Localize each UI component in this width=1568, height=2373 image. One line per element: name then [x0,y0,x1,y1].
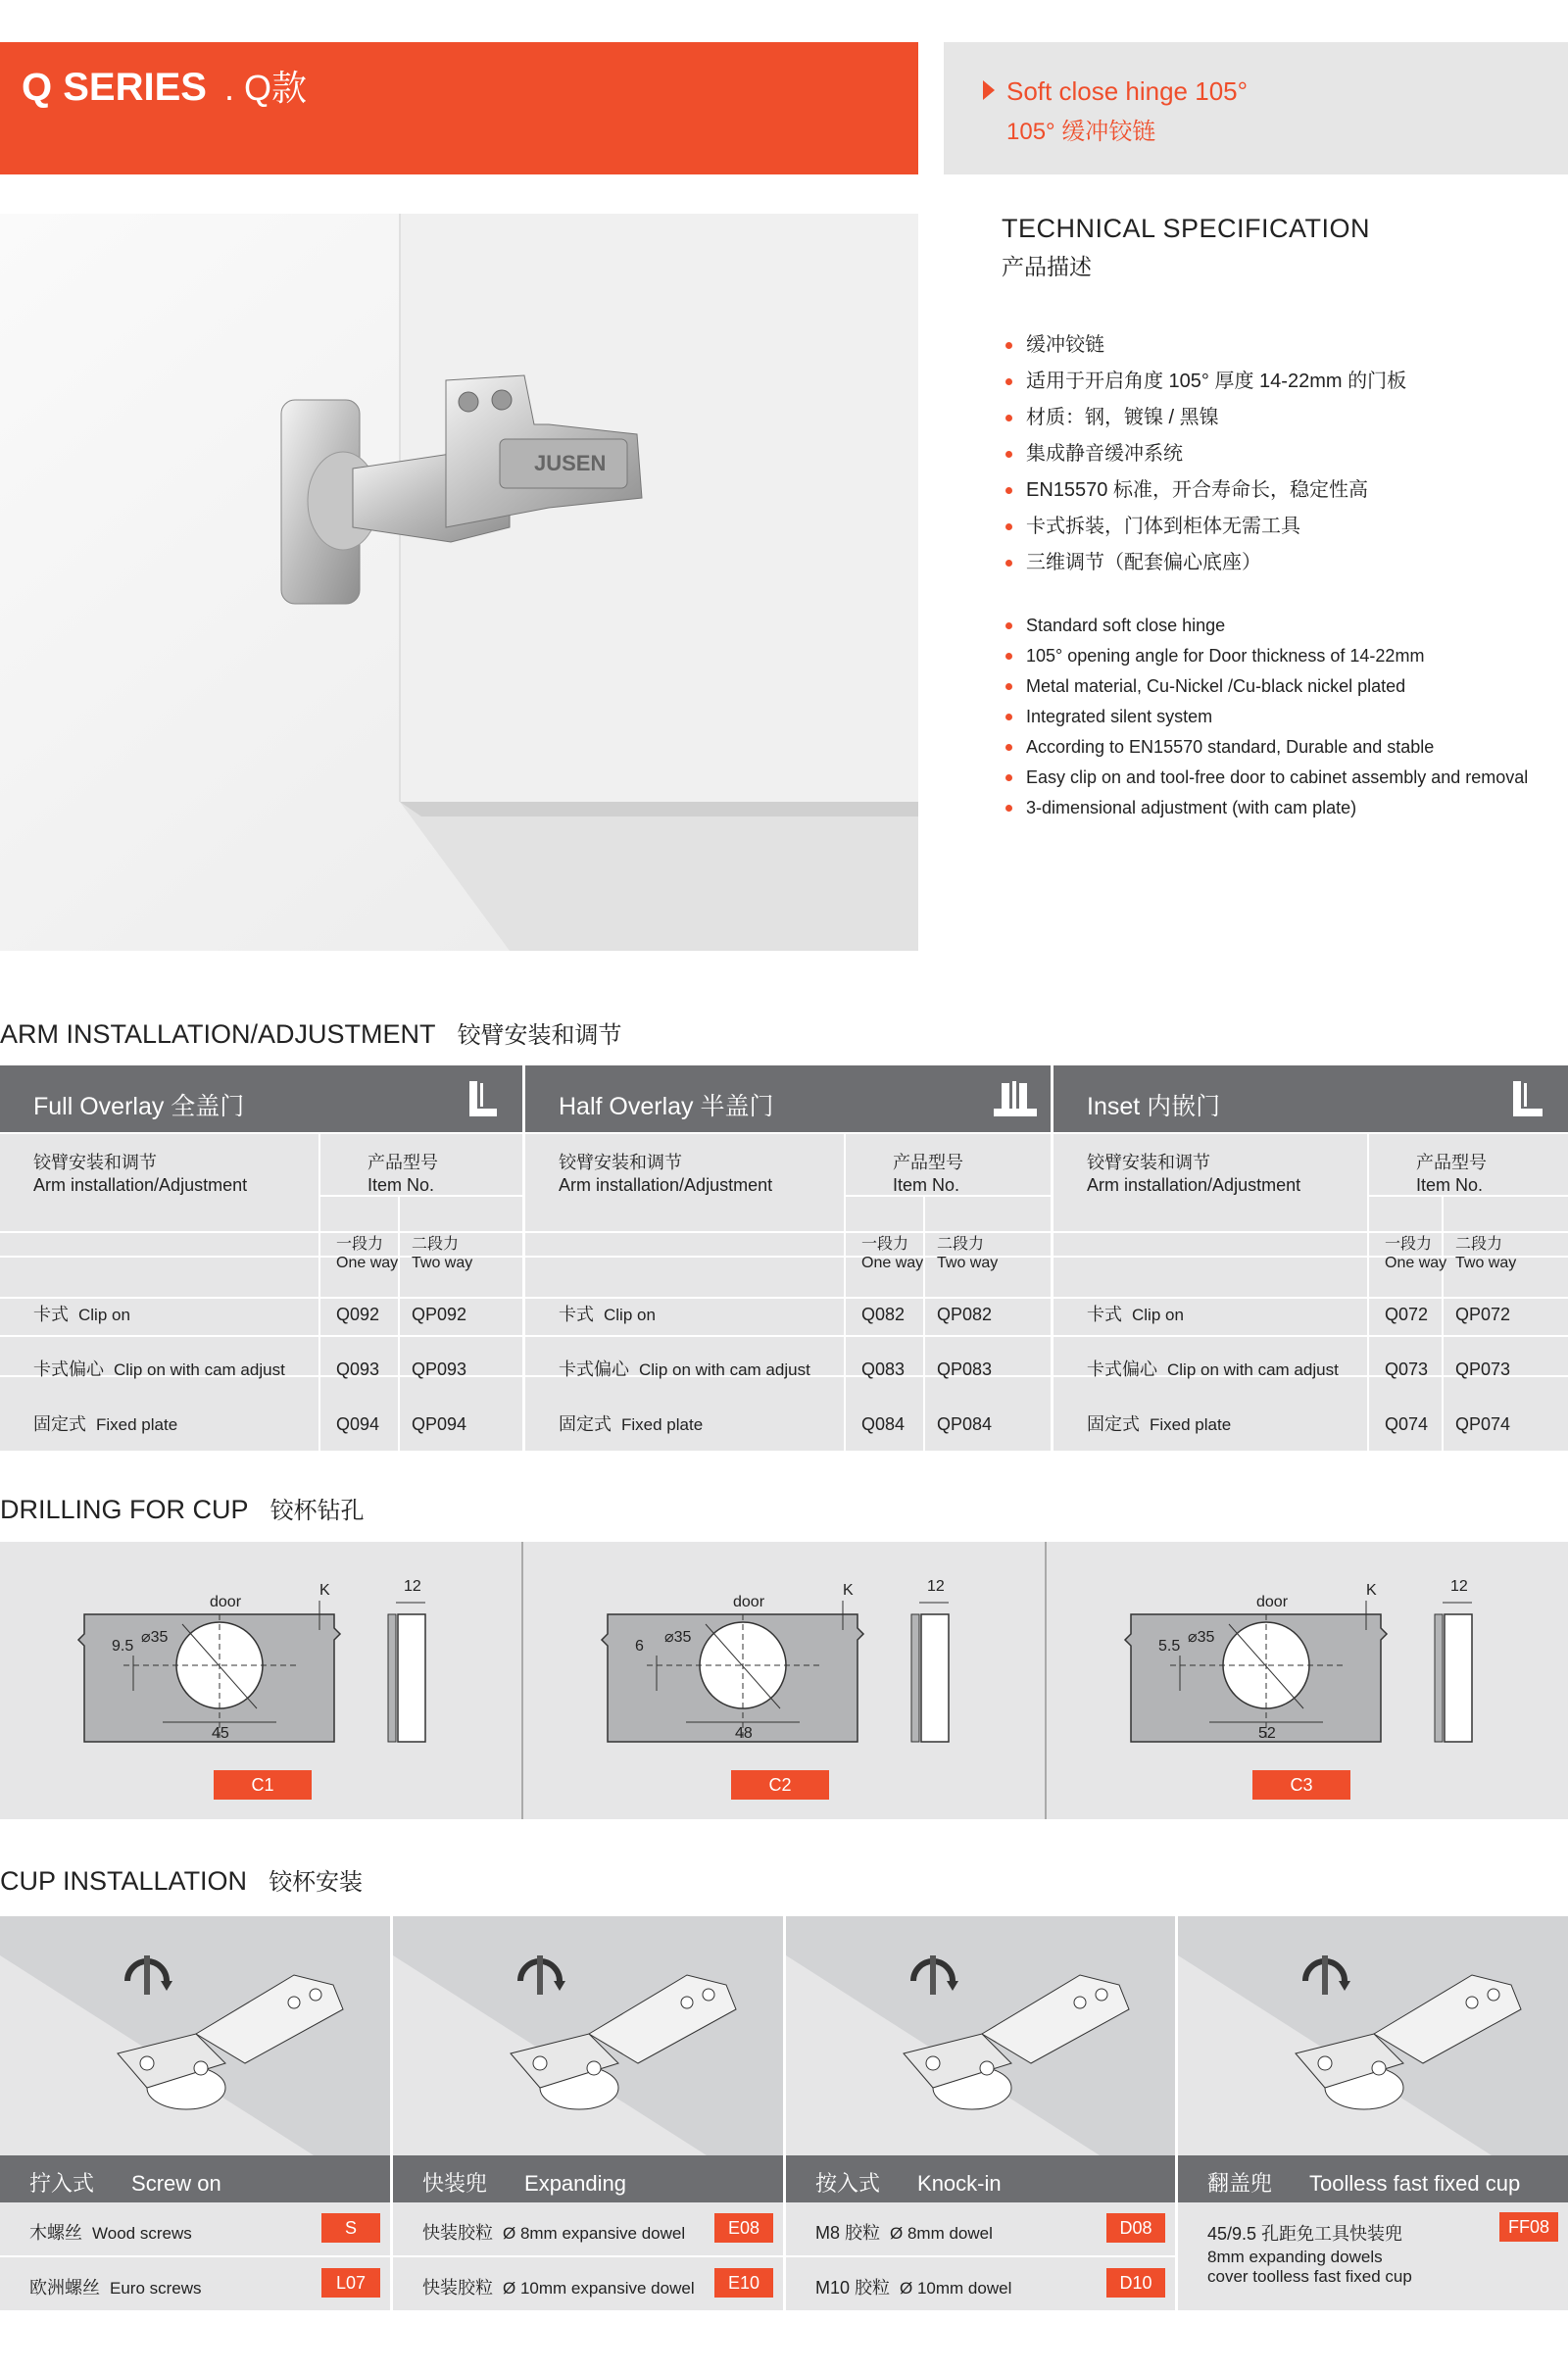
door-label: door [1256,1594,1289,1610]
door-edge [398,1614,425,1742]
panel-divider [522,1065,525,1451]
cup-option-row [786,2257,1175,2310]
item-col-header-en: Item No. [368,1175,435,1195]
item-one-way: Q093 [336,1360,380,1379]
cup-option-cn: 欧洲螺丝 [29,2278,100,2298]
cup-panel-knock-in [786,1916,1175,2310]
cup-panel-header [786,2155,1175,2202]
row-label-en: Clip on with cam adjust [114,1360,285,1379]
arm-table [0,1065,1568,1451]
door-edge-side [388,1614,396,1742]
item-two-way: QP074 [1455,1414,1511,1434]
arm-row-label [33,1413,177,1436]
cup-section-title: CUP INSTALLATION 铰杯安装 [0,1866,364,1896]
item-one-way: Q083 [861,1360,906,1379]
item-two-way: QP083 [937,1360,993,1379]
cup-method-cn: 快装兜 [422,2171,488,2196]
col-divider [844,1134,846,1451]
row-divider [1054,1335,1568,1337]
arm-row-label [1087,1413,1231,1436]
two-way-label-en: Two way [937,1255,999,1271]
item-two-way: QP084 [937,1414,993,1434]
list-item: 105° opening angle for Door thickness of 14-22mm [1002,644,1528,674]
row-label-cn: 卡式偏心 [33,1360,104,1379]
depth-label: 12 [927,1578,945,1595]
k-label: K [1366,1582,1377,1599]
panel-divider [1051,1065,1054,1451]
drilling-panel-c2 [523,1542,1045,1819]
list-item: Easy clip on and tool-free door to cabinet assembly and removal [1002,766,1528,796]
col-divider [923,1195,925,1451]
series-title: Q SERIES . Q款 [22,66,307,109]
col-divider [398,1195,400,1451]
width-label: 45 [212,1725,229,1742]
brand-mark-icon [1490,2318,1541,2349]
list-item: EN15570 标准，开合寿命长，稳定性高 [1002,476,1406,513]
cup-method-en: Expanding [524,2171,626,2196]
cup-method-en: Toolless fast fixed cup [1309,2171,1521,2196]
cup-option-label [29,2274,202,2299]
cup-option-cn: 快装胶粒 [422,2278,493,2298]
list-item: 三维调节（配套偏心底座） [1002,549,1406,585]
row-divider [525,1335,1051,1337]
arm-panel-header [0,1065,522,1132]
door-edge [1445,1614,1472,1742]
arm-panel-title: Full Overlay 全盖门 [33,1093,245,1120]
arm-panel-full-overlay [0,1065,522,1451]
width-label: 48 [735,1725,753,1742]
cup-option-en: Ø 10mm expansive dowel [503,2279,695,2298]
cup-panel-header [0,2155,390,2202]
cup-option-en: Ø 8mm expansive dowel [503,2224,686,2243]
item-col-header-cn: 产品型号 [368,1153,438,1172]
spec-list-en [1002,614,1528,826]
cup-panel-screw-on [0,1916,390,2310]
row-label-cn: 卡式偏心 [1087,1360,1157,1379]
item-two-way: QP082 [937,1305,993,1324]
cup-option-cn: M10 胶粒 [815,2278,891,2298]
cup-illustration [1178,1916,1568,2155]
arm-col-header-cn: 铰臂安装和调节 [1087,1153,1210,1172]
k-label: K [843,1582,854,1599]
row-divider [0,1231,522,1233]
one-way-label-en: One way [861,1255,924,1271]
spec-list-cn [1002,331,1406,585]
wood-screw-icon [118,1952,176,2015]
triangle-bullet-icon [983,80,995,100]
offset-label: 5.5 [1158,1638,1181,1655]
row-label-cn: 卡式 [559,1305,594,1324]
arm-col-header-cn: 铰臂安装和调节 [33,1153,157,1172]
row-label-en: Clip on [78,1306,130,1324]
diameter-label: ⌀35 [141,1629,169,1646]
arm-grid [525,1134,1051,1451]
series-subtitle: . Q款 [223,68,307,108]
cup-option-en: Ø 10mm dowel [900,2279,1012,2298]
row-label-en: Clip on with cam adjust [1167,1360,1339,1379]
arm-row-label [33,1359,285,1381]
product-name-cn: 105° 缓冲铰链 [1006,119,1156,145]
cup-option-row [786,2202,1175,2255]
diameter-label: ⌀35 [1188,1629,1215,1646]
item-one-way: Q072 [1385,1305,1429,1324]
row-label-en: Clip on with cam adjust [639,1360,810,1379]
row-label-cn: 固定式 [1087,1414,1140,1434]
arm-panel-half-overlay [525,1065,1051,1451]
arm-row-label [559,1413,703,1436]
arm-row-label [1087,1304,1184,1326]
diameter-label: ⌀35 [664,1629,692,1646]
row-label-en: Clip on [1132,1306,1184,1324]
offset-label: 9.5 [112,1638,134,1655]
cup-panel-expanding [393,1916,783,2310]
door-edge-side [1435,1614,1443,1742]
brand-name: JUSEN炬森 [1301,2318,1480,2355]
product-name-en: Soft close hinge 105° [1006,76,1249,106]
door-edge-side [911,1614,919,1742]
offset-label: 6 [635,1638,644,1655]
arm-section-title: ARM INSTALLATION/ADJUSTMENT 铰臂安装和调节 [0,1019,622,1049]
one-way-label-cn: 一段力 [861,1236,909,1253]
item-two-way: QP093 [412,1360,467,1379]
cup-option-cn: 木螺丝 [29,2223,82,2243]
cup-illustration [786,1916,1175,2155]
width-label: 52 [1258,1725,1276,1742]
cup-option-cn: 45/9.5 孔距免工具快装兜 [1207,2224,1403,2244]
row-divider [1054,1231,1568,1233]
cup-option-code: E10 [714,2268,773,2298]
row-divider [525,1297,1051,1299]
list-item: 3-dimensional adjustment (with cam plate) [1002,796,1528,826]
two-way-label-en: Two way [412,1255,473,1271]
arm-col-header-en: Arm installation/Adjustment [33,1175,248,1195]
brand-logo [1302,2309,1541,2357]
arm-grid [0,1134,522,1451]
col-divider [1367,1134,1369,1451]
list-item: Metal material, Cu-Nickel /Cu-black nickel plated [1002,674,1528,705]
arm-panel-inset [1054,1065,1568,1451]
arm-panel-header [525,1065,1051,1132]
item-one-way: Q073 [1385,1360,1429,1379]
row-divider [0,1297,522,1299]
cup-option-cn: M8 胶粒 [815,2223,881,2243]
cup-option-row [0,2257,390,2310]
list-item: Integrated silent system [1002,705,1528,735]
cup-panel-toolless [1178,1916,1568,2310]
two-way-label-cn: 二段力 [1455,1236,1503,1253]
row-label-cn: 卡式偏心 [559,1360,629,1379]
row-label-en: Fixed plate [1150,1415,1232,1434]
row-label-cn: 卡式 [33,1305,69,1324]
cup-option-code: D08 [1106,2213,1165,2243]
one-way-label-cn: 一段力 [1385,1236,1433,1253]
row-divider [525,1231,1051,1233]
depth-label: 12 [404,1578,421,1595]
cup-option-en: Wood screws [92,2224,192,2243]
item-two-way: QP092 [412,1305,467,1324]
inset-icon [1507,1079,1546,1120]
row-label-cn: 固定式 [559,1414,612,1434]
cup-option-en: 8mm expanding dowels [1207,2248,1383,2266]
cup-illustration [0,1916,390,2155]
arm-grid [1054,1134,1568,1451]
cup-option-en: Ø 8mm dowel [890,2224,993,2243]
hand-press-icon [1296,1952,1354,2015]
cup-option-row [393,2202,783,2255]
item-one-way: Q074 [1385,1414,1429,1434]
col-divider [1442,1195,1444,1451]
spec-title: TECHNICAL SPECIFICATION [1002,214,1371,243]
door-edge [921,1614,949,1742]
cup-option-code: D10 [1106,2268,1165,2298]
item-one-way: Q092 [336,1305,380,1324]
list-item: 卡式拆装，门体到柜体无需工具 [1002,513,1406,549]
two-way-label-cn: 二段力 [937,1236,985,1253]
item-col-header-en: Item No. [893,1175,960,1195]
list-item: 集成静音缓冲系统 [1002,440,1406,476]
half-overlay-icon [990,1079,1029,1120]
cup-option-en2: cover toolless fast fixed cup [1207,2267,1412,2286]
drilling-section-title: DRILLING FOR CUP 铰杯钻孔 [0,1495,365,1524]
full-overlay-icon [462,1079,501,1120]
arm-row-label [1087,1359,1339,1381]
drilling-tag: C3 [1252,1770,1350,1800]
cup-method-en: Screw on [131,2171,221,2196]
one-way-label-en: One way [336,1255,399,1271]
two-way-label-en: Two way [1455,1255,1517,1271]
row-label-en: Fixed plate [621,1415,704,1434]
cup-option-code: FF08 [1499,2212,1558,2242]
door-label: door [210,1594,242,1610]
door-label: door [733,1594,765,1610]
row-label-cn: 卡式 [1087,1305,1122,1324]
item-col-header-en: Item No. [1416,1175,1484,1195]
k-label: K [319,1582,330,1599]
cup-illustration [393,1916,783,2155]
cup-panel-header [393,2155,783,2202]
cup-option-row [393,2257,783,2310]
arm-panel-header [1054,1065,1568,1132]
item-one-way: Q082 [861,1305,906,1324]
cup-option-label [815,2219,993,2245]
drilling-diagrams [0,1542,1568,1819]
item-one-way: Q094 [336,1414,380,1434]
item-col-header-cn: 产品型号 [1416,1153,1487,1172]
item-col-header-cn: 产品型号 [893,1153,963,1172]
row-label-en: Fixed plate [96,1415,178,1434]
cup-option-code: E08 [714,2213,773,2243]
cup-option-label [29,2219,192,2245]
cup-option-en: Euro screws [110,2279,202,2298]
drilling-tag: C1 [214,1770,312,1800]
cup-option-label [422,2274,695,2299]
drilling-tag: C2 [731,1770,829,1800]
one-way-label-en: One way [1385,1255,1447,1271]
item-two-way: QP072 [1455,1305,1511,1324]
row-label-en: Clip on [604,1306,656,1324]
arm-col-header-en: Arm installation/Adjustment [1087,1175,1301,1195]
cup-option-row [1178,2202,1568,2310]
drilling-panel-c3 [1047,1542,1568,1819]
list-item: 适用于开启角度 105° 厚度 14-22mm 的门板 [1002,368,1406,404]
svg-text:JUSEN: JUSEN [534,451,607,475]
two-way-label-cn: 二段力 [412,1236,460,1253]
arm-col-header-en: Arm installation/Adjustment [559,1175,773,1195]
depth-label: 12 [1450,1578,1468,1595]
cup-option-code: L07 [321,2268,380,2298]
one-way-label-cn: 一段力 [336,1236,384,1253]
item-one-way: Q084 [861,1414,906,1434]
arm-panel-title: Half Overlay 半盖门 [559,1093,774,1120]
col-divider [318,1134,320,1451]
product-photo [0,214,918,951]
cup-method-cn: 拧入式 [29,2171,95,2196]
product-banner [944,42,1568,174]
item-two-way: QP073 [1455,1360,1511,1379]
list-item: 缓冲铰链 [1002,331,1406,368]
cup-installation [0,1916,1568,2310]
list-item: According to EN15570 standard, Durable and stable [1002,735,1528,766]
row-divider [1054,1297,1568,1299]
cup-option-cn: 快装胶粒 [422,2223,493,2243]
cup-option-row [0,2202,390,2255]
arm-row-label [33,1304,130,1326]
arm-row-label [559,1304,656,1326]
cup-method-cn: 按入式 [815,2171,881,2196]
arm-col-header-cn: 铰臂安装和调节 [559,1153,682,1172]
arm-panel-title: Inset 内嵌门 [1087,1093,1221,1120]
screwdriver-rotate-icon [511,1952,569,2015]
list-item: 材质：钢，镀镍 / 黑镍 [1002,404,1406,440]
cup-option-code: S [321,2213,380,2243]
cup-panel-header [1178,2155,1568,2202]
knock-in-arrow-icon [904,1952,962,2015]
cup-method-cn: 翻盖兜 [1207,2171,1273,2196]
spec-title-cn: 产品描述 [1002,254,1092,279]
cup-option-label [422,2219,685,2245]
cup-method-en: Knock-in [917,2171,1002,2196]
drilling-panel-c1 [0,1542,521,1819]
arm-row-label [559,1359,810,1381]
list-item: Standard soft close hinge [1002,614,1528,644]
item-two-way: QP094 [412,1414,467,1434]
cup-option-label [815,2274,1011,2299]
row-divider [0,1335,522,1337]
row-label-cn: 固定式 [33,1414,86,1434]
